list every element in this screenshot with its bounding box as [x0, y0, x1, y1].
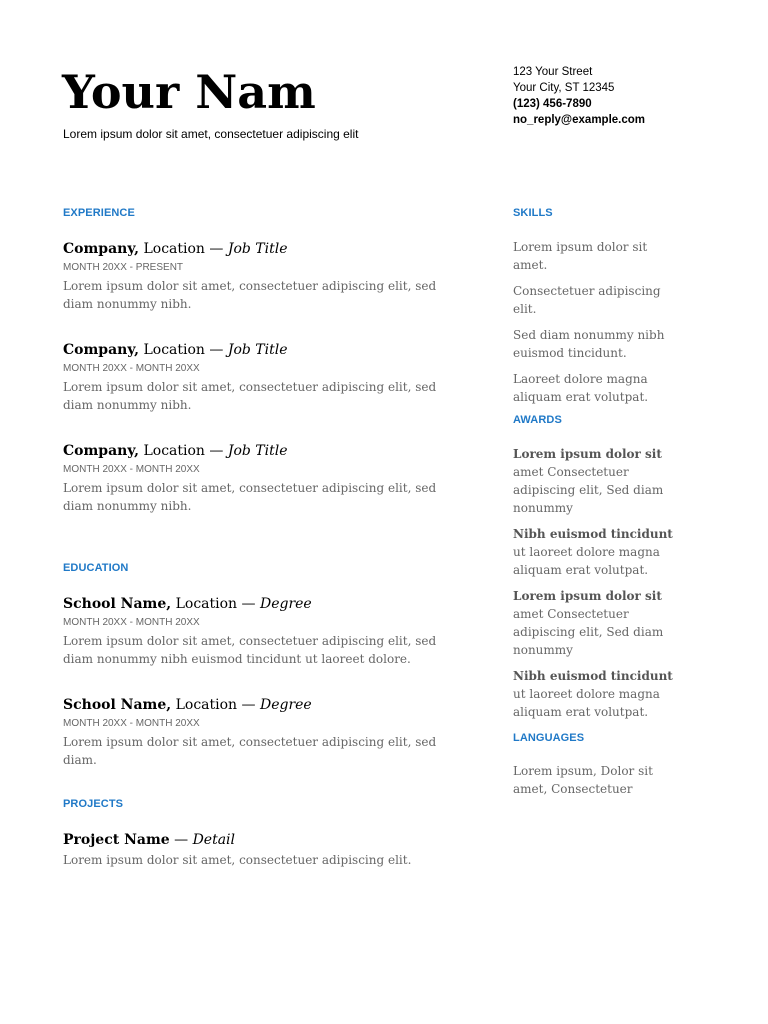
project-detail: Detail	[192, 832, 236, 848]
experience-description: Lorem ipsum dolor sit amet, consectetuer adipiscing elit, sed diam nonummy nibh.	[63, 380, 437, 412]
project-entry	[63, 831, 453, 869]
degree: Degree	[259, 697, 312, 713]
skill-item: Consectetuer adipiscing elit.	[513, 284, 661, 316]
education-description: Lorem ipsum dolor sit amet, consectetuer adipiscing elit, sed diam.	[63, 735, 437, 767]
company-name: Company,	[63, 342, 140, 358]
skill-item: Sed diam nonummy nibh euismod tincidunt.	[513, 328, 665, 360]
section-heading-awards: AWARDS	[513, 414, 562, 426]
experience-entry	[63, 341, 453, 414]
education-entry	[63, 696, 453, 769]
award-item	[513, 445, 688, 517]
project-name: Project Name	[63, 832, 170, 848]
project-description: Lorem ipsum dolor sit amet, consectetuer adipiscing elit.	[63, 853, 412, 867]
skill-item: Laoreet dolore magna aliquam erat volutpat.	[513, 372, 649, 404]
award-description: amet Consectetuer adipiscing elit, Sed diam nonummy	[513, 465, 664, 515]
education-title	[63, 696, 453, 714]
school-location: Location —	[171, 596, 260, 612]
company-location: Location —	[139, 443, 228, 459]
company-name: Company,	[63, 443, 140, 459]
experience-entry	[63, 240, 453, 313]
experience-title	[63, 341, 453, 359]
project-title	[63, 831, 453, 849]
award-title: Lorem ipsum dolor sit	[513, 589, 662, 603]
award-description: ut laoreet dolore magna aliquam erat volutpat.	[513, 545, 660, 577]
job-title: Job Title	[227, 443, 288, 459]
contact-email[interactable]: no_reply@example.com	[513, 114, 646, 126]
education-entry	[63, 595, 453, 668]
contact-city: Your City, ST 12345	[513, 82, 615, 94]
award-title: Nibh euismod tincidunt	[513, 669, 673, 683]
section-heading-projects: PROJECTS	[63, 798, 124, 810]
award-description: ut laoreet dolore magna aliquam erat volutpat.	[513, 687, 660, 719]
job-title: Job Title	[227, 241, 288, 257]
education-title	[63, 595, 453, 613]
degree: Degree	[259, 596, 312, 612]
school-location: Location —	[171, 697, 260, 713]
education-description: Lorem ipsum dolor sit amet, consectetuer adipiscing elit, sed diam nonummy nibh euismod tincidunt ut laoreet dolore.	[63, 634, 437, 666]
section-heading-experience: EXPERIENCE	[63, 207, 135, 219]
company-location: Location —	[139, 241, 228, 257]
award-item	[513, 587, 688, 659]
project-separator: —	[169, 832, 193, 848]
resume-tagline: Lorem ipsum dolor sit amet, consectetuer adipiscing elit	[63, 127, 359, 141]
experience-title	[63, 240, 453, 258]
experience-entry	[63, 442, 453, 515]
resume-name: Your Nam	[62, 65, 316, 119]
company-location: Location —	[139, 342, 228, 358]
section-heading-languages: LANGUAGES	[513, 732, 585, 744]
school-name: School Name,	[63, 596, 172, 612]
award-item	[513, 525, 688, 579]
company-name: Company,	[63, 241, 140, 257]
experience-dates: MONTH 20XX - PRESENT	[63, 262, 184, 273]
section-heading-education: EDUCATION	[63, 562, 129, 574]
experience-dates: MONTH 20XX - MONTH 20XX	[63, 363, 200, 374]
experience-description: Lorem ipsum dolor sit amet, consectetuer adipiscing elit, sed diam nonummy nibh.	[63, 279, 437, 311]
section-heading-skills: SKILLS	[513, 207, 553, 219]
education-dates: MONTH 20XX - MONTH 20XX	[63, 617, 200, 628]
experience-dates: MONTH 20XX - MONTH 20XX	[63, 464, 200, 475]
experience-description: Lorem ipsum dolor sit amet, consectetuer adipiscing elit, sed diam nonummy nibh.	[63, 481, 437, 513]
education-dates: MONTH 20XX - MONTH 20XX	[63, 718, 200, 729]
contact-phone: (123) 456-7890	[513, 98, 592, 110]
experience-title	[63, 442, 453, 460]
award-title: Nibh euismod tincidunt	[513, 527, 673, 541]
languages-text: Lorem ipsum, Dolor sit amet, Consectetuer	[513, 764, 653, 796]
school-name: School Name,	[63, 697, 172, 713]
award-description: amet Consectetuer adipiscing elit, Sed diam nonummy	[513, 607, 664, 657]
skills-list	[513, 238, 673, 414]
skill-item: Lorem ipsum dolor sit amet.	[513, 240, 648, 272]
job-title: Job Title	[227, 342, 288, 358]
contact-block	[513, 64, 645, 128]
award-item	[513, 667, 688, 721]
contact-street: 123 Your Street	[513, 66, 593, 78]
award-title: Lorem ipsum dolor sit	[513, 447, 662, 461]
awards-list	[513, 445, 688, 729]
